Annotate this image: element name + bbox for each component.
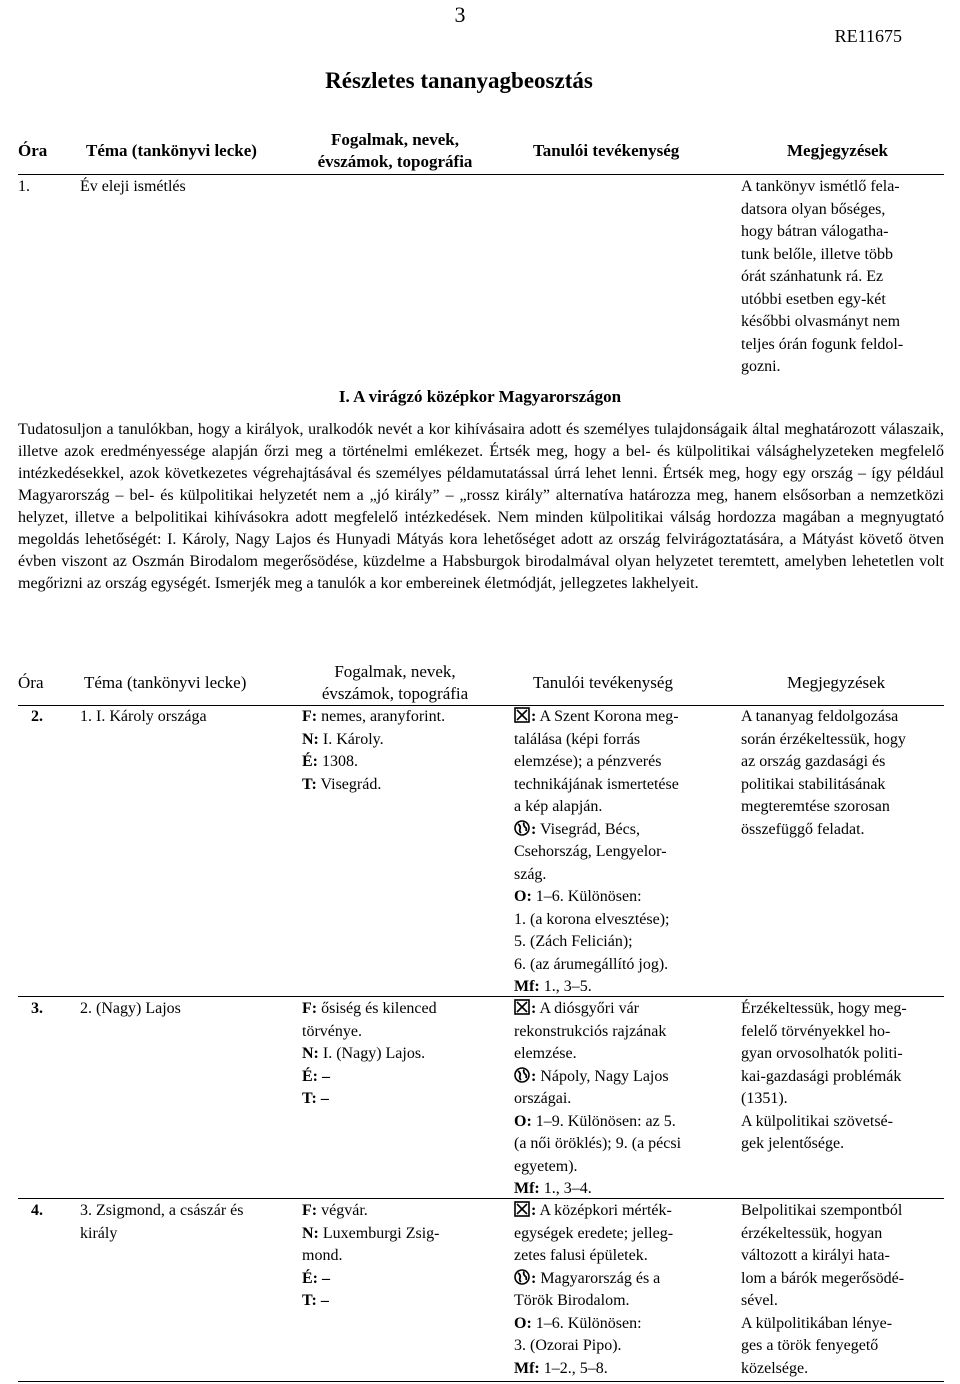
intro-paragraph: Tudatosuljon a tanulókban, hogy a királyok, uralkodók nevét a kor kihívásaira adott és személyes tulajdonságaik által meghatározott válaszaik, illetve azok eredményessége alapján őrzi meg a történelmi emlékezet. Értsék meg, hogy a bel- és külpolitikai válsághelyzeteken megfelelő intézkedésekkel, azok következetes végrehajtásával és személyes példamutatással úrrá lehet lenni. Értsék meg, hogy egy ország – így például Magyarország – bel- és külpolitikai helyzetét nem a „jó király” – „rossz király” alternatíva határozza meg, hanem elsősorban a nemzetközi helyzet, illetve a belpolitikai kihívásokra adott megfelelő intézkedések. Nem minden külpolitikai válság hordozza magában a megnyugtató megoldás lehetőségét: I. Károly, Nagy Lajos és Hunyadi Mátyás kora lehetőséget adott az ország felvirágoztatására, a Mátyást követő ötven évben viszont az Oszmán Birodalom megerősödése, küzdelme a Habsburgok birodalmával olyan helyzetet teremtett, amelyben lehetetlen volt megőrizni az ország egységét. Ismerjék meg a tanulók a kor embereinek életmódját, jellegzetes lakhelyeit.: [18, 421, 944, 592]
header-megjegyzesek: Megjegyzések: [787, 141, 889, 160]
row1-tema: Év eleji ismétlés: [80, 178, 186, 195]
row2-note: A tananyag feldolgozása során érzékeltessük, hogy az ország gazdasági és politikai stabilitásának megteremtése szorosan összefüggő feladat.: [741, 708, 906, 838]
header-fogalmak-line2: évszámok, topográfia: [317, 152, 473, 171]
row3-tanuloi: : A diósgyőri vár rekonstrukciós rajzának elemzése. : Nápoly, Nagy Lajos országai. O: 1–9. Különösen: az 5. (a női öröklés); 9. (a pécsi egyetem). Mf: 1., 3–4.: [514, 1000, 682, 1197]
row4-note: Belpolitikai szempontból érzékeltessük, hogyan változott a királyi hata- lom a bárók megerősödé- sével. A külpolitikában lénye- ges a török fenyegető közelsége.: [741, 1202, 905, 1377]
row4-tanuloi: : A középkori mérték- egységek eredete; jelleg- zetes falusi épületek. : Magyarország és a Török Birodalom. O: 1–6. Különösen: 3. (Ozorai Pipo). Mf: 1–2., 5–8.: [514, 1202, 674, 1377]
globe-icon: [514, 1269, 530, 1285]
row3-divider: [18, 1198, 944, 1199]
header2-tema: Téma (tankönyvi lecke): [84, 673, 247, 692]
page-title: Részletes tananyagbeosztás: [325, 68, 593, 93]
image-analysis-icon: [514, 707, 530, 723]
header-underline: [18, 174, 944, 175]
row2-ora: 2.: [31, 708, 43, 725]
header-tanuloi: Tanulói tevékenység: [533, 141, 680, 160]
header2-ora: Óra: [18, 673, 44, 692]
header2-fogalmak-line1: Fogalmak, nevek,: [334, 662, 456, 681]
row4-ora: 4.: [31, 1202, 43, 1219]
row3-tema: 2. (Nagy) Lajos: [80, 1000, 181, 1017]
image-analysis-icon: [514, 1201, 530, 1217]
row2-fogalmak: F: nemes, aranyforint. N: I. Károly. É: 1308. T: Visegrád.: [302, 708, 446, 793]
row3-ora: 3.: [31, 1000, 43, 1017]
row1-ora: 1.: [18, 178, 30, 195]
header-fogalmak-line1: Fogalmak, nevek,: [331, 130, 459, 149]
globe-icon: [514, 820, 530, 836]
table-bottom-line: [18, 1381, 944, 1382]
row2-divider: [18, 996, 944, 997]
globe-icon: [514, 1067, 530, 1083]
row2-tanuloi: : A Szent Korona meg- találása (képi forrás elemzése); a pénzverés technikájának ismertetése a kép alapján. : Visegrád, Bécs, Csehország, Lengyelor- szág. O: 1–6. Különösen: 1. (a korona elvesztése); 5. (Zách Felicián); 6. (az árumegállító jog). Mf: 1., 3–5.: [514, 708, 679, 995]
row3-note: Érzékeltessük, hogy meg- felelő törvényekkel ho- gyan orvosolhatók politi- kai-gazdasági problémák (1351). A külpolitikai szövetsé- gek jelentősége.: [741, 1000, 907, 1152]
row4-fogalmak: F: végvár. N: Luxemburgi Zsig- mond. É: – T: –: [302, 1202, 440, 1309]
header2-megjegyzesek: Megjegyzések: [787, 673, 886, 692]
image-analysis-icon: [514, 999, 530, 1015]
section-title: I. A virágzó középkor Magyarországon: [338, 387, 622, 406]
row3-fogalmak: F: ősiség és kilenced törvénye. N: I. (Nagy) Lajos. É: – T: –: [302, 1000, 437, 1107]
header-tema: Téma (tankönyvi lecke): [86, 141, 257, 160]
page-number: 3: [454, 2, 466, 27]
header2-fogalmak-line2: évszámok, topográfia: [321, 684, 469, 703]
row2-tema: 1. I. Károly országa: [80, 708, 207, 725]
header2-tanuloi: Tanulói tevékenység: [533, 673, 673, 692]
row4-tema: 3. Zsigmond, a császár és király: [80, 1202, 244, 1242]
row1-note: A tankönyv ismétlő fela- datsora olyan bőséges, hogy bátran válogatha- tunk belőle, illetve több órát szánhatunk rá. Ez utóbbi esetben egy-két későbbi olvasmányt nem teljes órán fogunk feldol- gozni.: [741, 178, 904, 375]
document-code: RE11675: [834, 26, 902, 46]
header-ora: Óra: [18, 141, 48, 160]
